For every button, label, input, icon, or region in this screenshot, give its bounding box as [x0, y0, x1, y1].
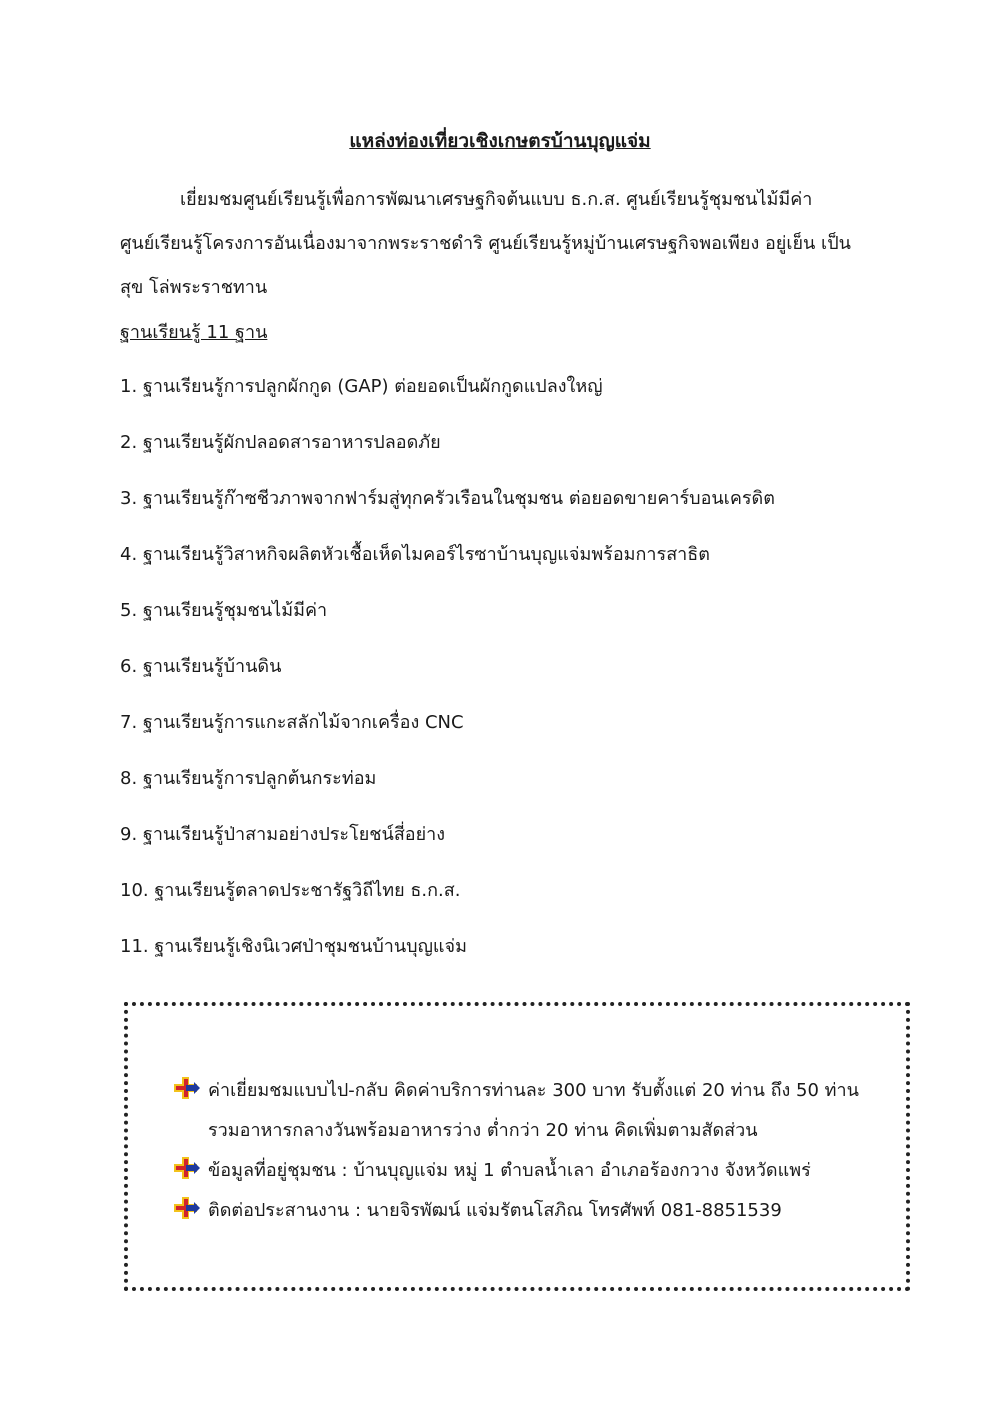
list-item: 8. ฐานเรียนรู้การปลูกต้นกระท่อม [120, 768, 377, 789]
fee-line-2: รวมอาหารกลางวันพร้อมอาหารว่าง ต่ำกว่า 20 ท่าน คิดเพิ่มตามสัดส่วน [208, 1120, 758, 1141]
fee-line-1: ค่าเยี่ยมชมแบบไป-กลับ คิดค่าบริการท่านละ 300 บาท รับตั้งแต่ 20 ท่าน ถึง 50 ท่าน [208, 1080, 859, 1101]
info-box [124, 1002, 910, 1291]
list-item: 4. ฐานเรียนรู้วิสาหกิจผลิตหัวเชื้อเห็ดไมคอร์ไรซาบ้านบุญแจ่มพร้อมการสาธิต [120, 544, 710, 565]
list-item: 3. ฐานเรียนรู้ก๊าซชีวภาพจากฟาร์มสู่ทุกครัวเรือนในชุมชน ต่อยอดขายคาร์บอนเครดิต [120, 488, 775, 509]
page-title: แหล่งท่องเที่ยวเชิงเกษตรบ้านบุญแจ่ม [349, 130, 651, 152]
intro-paragraph [120, 178, 900, 310]
intro-line: สุข โล่พระราชทาน [120, 277, 268, 298]
plus-arrow-bullet-icon [174, 1077, 200, 1099]
stations-heading: ฐานเรียนรู้ 11 ฐาน [120, 322, 268, 343]
list-item: 9. ฐานเรียนรู้ป่าสามอย่างประโยชน์สี่อย่าง [120, 824, 446, 845]
list-item: 11. ฐานเรียนรู้เชิงนิเวศป่าชุมชนบ้านบุญแจ่ม [120, 936, 467, 957]
list-item: 1. ฐานเรียนรู้การปลูกผักกูด (GAP) ต่อยอดเป็นผักกูดแปลงใหญ่ [120, 376, 603, 397]
fee-info [174, 1076, 859, 1146]
intro-line: ศูนย์เรียนรู้โครงการอันเนื่องมาจากพระราชดำริ ศูนย์เรียนรู้หมู่บ้านเศรษฐกิจพอเพียง อยู่เย็น เป็น [120, 233, 851, 254]
intro-line: เยี่ยมชมศูนย์เรียนรู้เพื่อการพัฒนาเศรษฐกิจต้นแบบ ธ.ก.ส. ศูนย์เรียนรู้ชุมชนไม้มีค่า [180, 189, 813, 210]
list-item: 2. ฐานเรียนรู้ผักปลอดสารอาหารปลอดภัย [120, 432, 441, 453]
list-item: 10. ฐานเรียนรู้ตลาดประชารัฐวิถีไทย ธ.ก.ส. [120, 880, 461, 901]
stations-list [120, 372, 920, 988]
address-text: ข้อมูลที่อยู่ชุมชน : บ้านบุญแจ่ม หมู่ 1 ตำบลน้ำเลา อำเภอร้องกวาง จังหวัดแพร่ [208, 1160, 811, 1181]
contact-text: ติดต่อประสานงาน : นายจิรพัฒน์ แจ่มรัตนโสภิณ โทรศัพท์ 081-8851539 [208, 1200, 782, 1221]
list-item: 7. ฐานเรียนรู้การแกะสลักไม้จากเครื่อง CNC [120, 712, 464, 733]
address-info [174, 1156, 811, 1186]
list-item: 6. ฐานเรียนรู้บ้านดิน [120, 656, 282, 677]
contact-info [174, 1196, 782, 1226]
list-item: 5. ฐานเรียนรู้ชุมชนไม้มีค่า [120, 600, 328, 621]
plus-arrow-bullet-icon [174, 1157, 200, 1179]
plus-arrow-bullet-icon [174, 1197, 200, 1219]
